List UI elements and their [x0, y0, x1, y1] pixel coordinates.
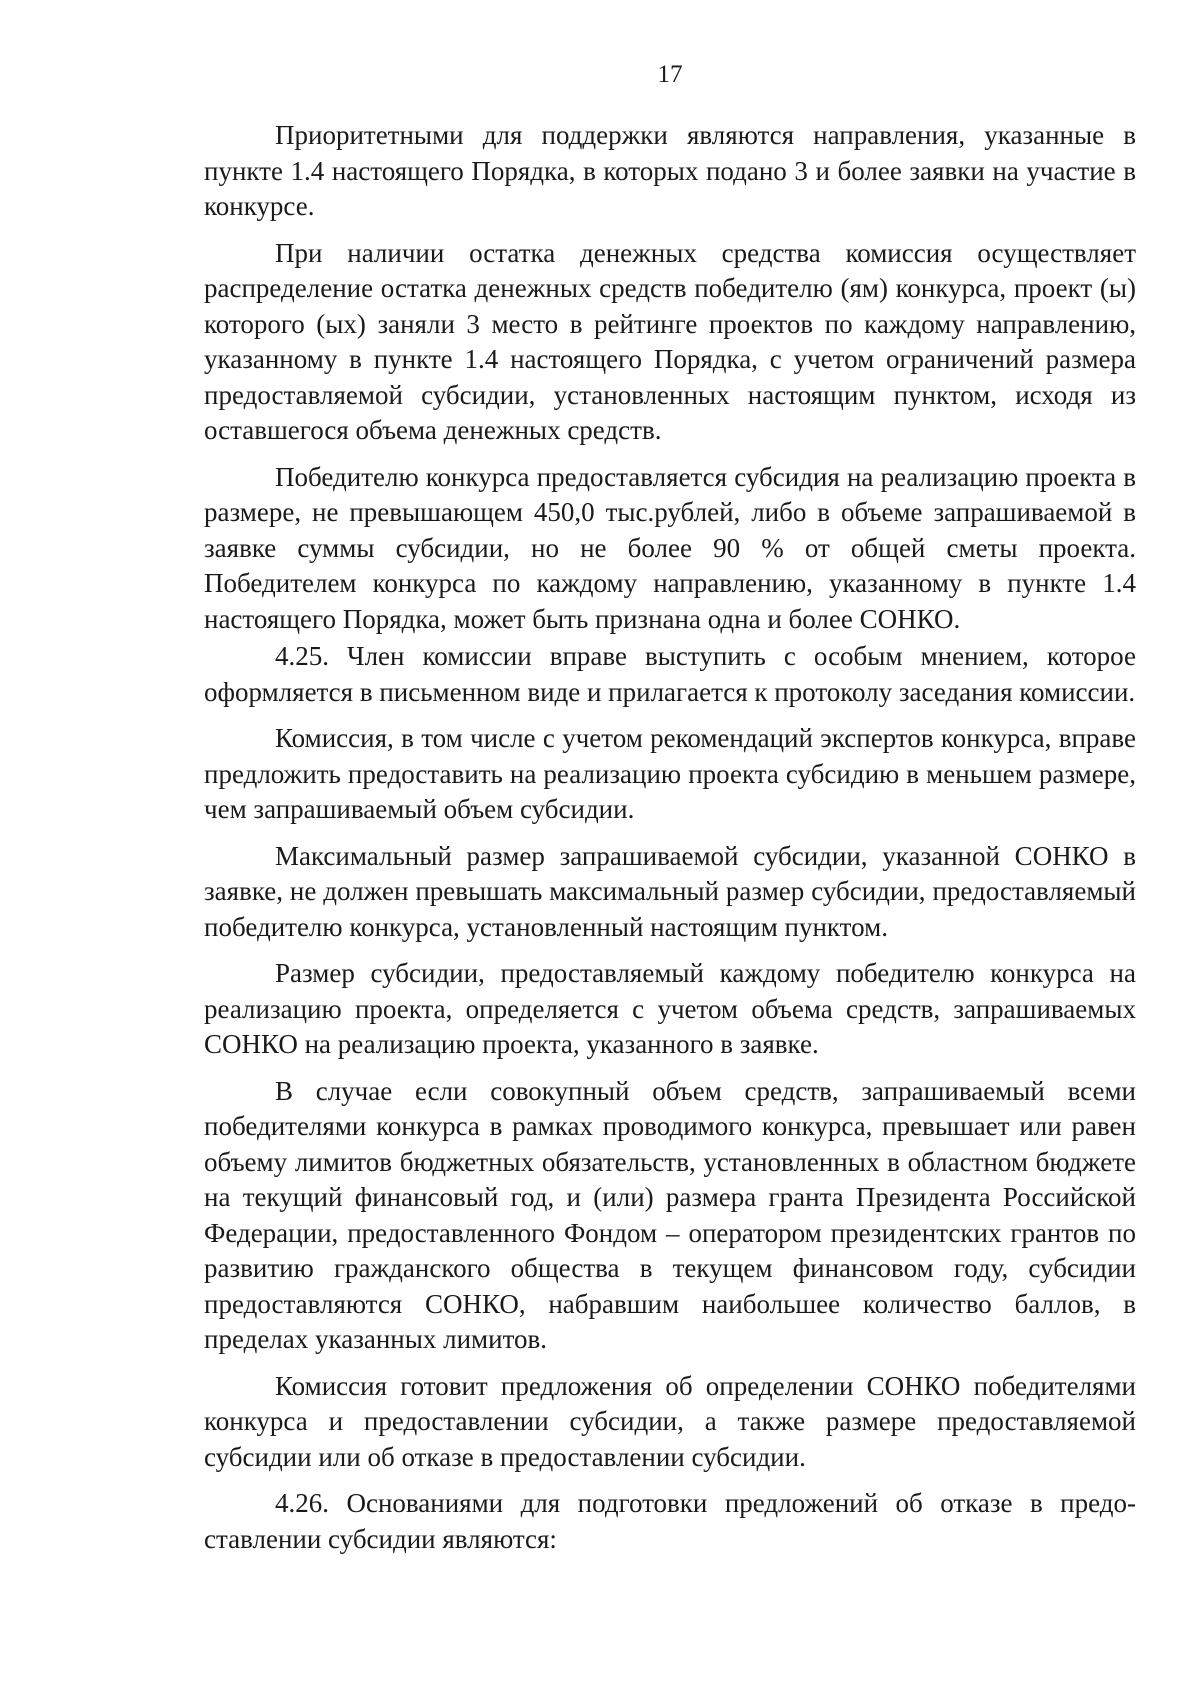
paragraph-subsidy-size: Размер субсидии, предоставляемый каждому победителю конкурса на реализацию проекта, определяется с учетом объема средств, запрашиваемых СОНКО на реализацию проекта, указанного в заявке.: [204, 958, 1136, 1059]
paragraph-limits-exceeded: В случае если совокупный объем средств, запрашиваемый всеми победителями конкурса в рамках проводимого конкурса, превышает или равен объему лимитов бюджетных обязательств, установленных в областном бюджете на текущий финансовый год, и (или) размера гранта Президента Российской Федерации, предоставленного Фондом – оператором президентских грантов по развитию гражданского общества в текущем финансовом году, субсидии предоставляются СОНКО, набравшим наибольшее количество баллов, в пределах указанных лимитов.: [204, 1075, 1136, 1354]
paragraph-priority-directions: Приоритетными для поддержки являются направления, указанные в пункте 1.4 настоящего Порядка, в которых подано 3 и более заявки на участие в конкурсе.: [204, 120, 1136, 221]
paragraph-max-requested-subsidy: Максимальный размер запрашиваемой субсидии, указанной СОНКО в заявке, не должен превышать максимальный размер субсидии, предоставляемый победителю конкурса, установленный настоящим пунктом.: [204, 840, 1136, 942]
paragraph-smaller-subsidy: Комиссия, в том числе с учетом рекомендаций экспертов конкурса, вправе предложить предоставить на реализацию проекта субсидию в меньшем размере, чем запрашиваемый объем субсидии.: [204, 723, 1136, 824]
paragraph-remaining-funds: При наличии остатка денежных средства комиссия осуществляет распределение остатка денежных средств победителю (ям) конкурса, проект (ы) которого (ых) заняли 3 место в рейтинге проектов по каждому направлению, указанному в пункте 1.4 настоящего Порядка, с учетом ограничений размера предоставляемой субсидии, установленных настоящим пунктом, исходя из оставшегося объема денежных средств.: [204, 237, 1136, 445]
paragraph-subsidy-amount: Победителю конкурса предоставляется субсидия на реализацию проекта в размере, не превышающем 450,0 тыс.рублей, либо в объеме запрашиваемой в заявке суммы субсидии, но не более 90 % от общей сметы проекта. Победителем конкурса по каждому направлению, указанному в пункте 1.4 настоящего Порядка, может быть признана одна и более СОНКО.: [204, 461, 1136, 634]
paragraph-4-25-special-opinion: 4.25. Член комиссии вправе выступить с особым мнением, которое оформляется в письменном виде и прилагается к протоколу заседания комиссии.: [204, 641, 1136, 707]
paragraph-commission-proposals: Комиссия готовит предложения об определении СОНКО победителями конкурса и предоставлении субсидии, а также размере предоставляемой субсидии или об отказе в предоставлении субсидии.: [204, 1370, 1136, 1472]
document-body: [204, 118, 1136, 1557]
page-number: 17: [657, 61, 683, 88]
paragraph-4-26-refusal-grounds: 4.26. Основаниями для подготовки предложений об отказе в предоставлении субсидии являются:: [204, 1488, 1136, 1554]
